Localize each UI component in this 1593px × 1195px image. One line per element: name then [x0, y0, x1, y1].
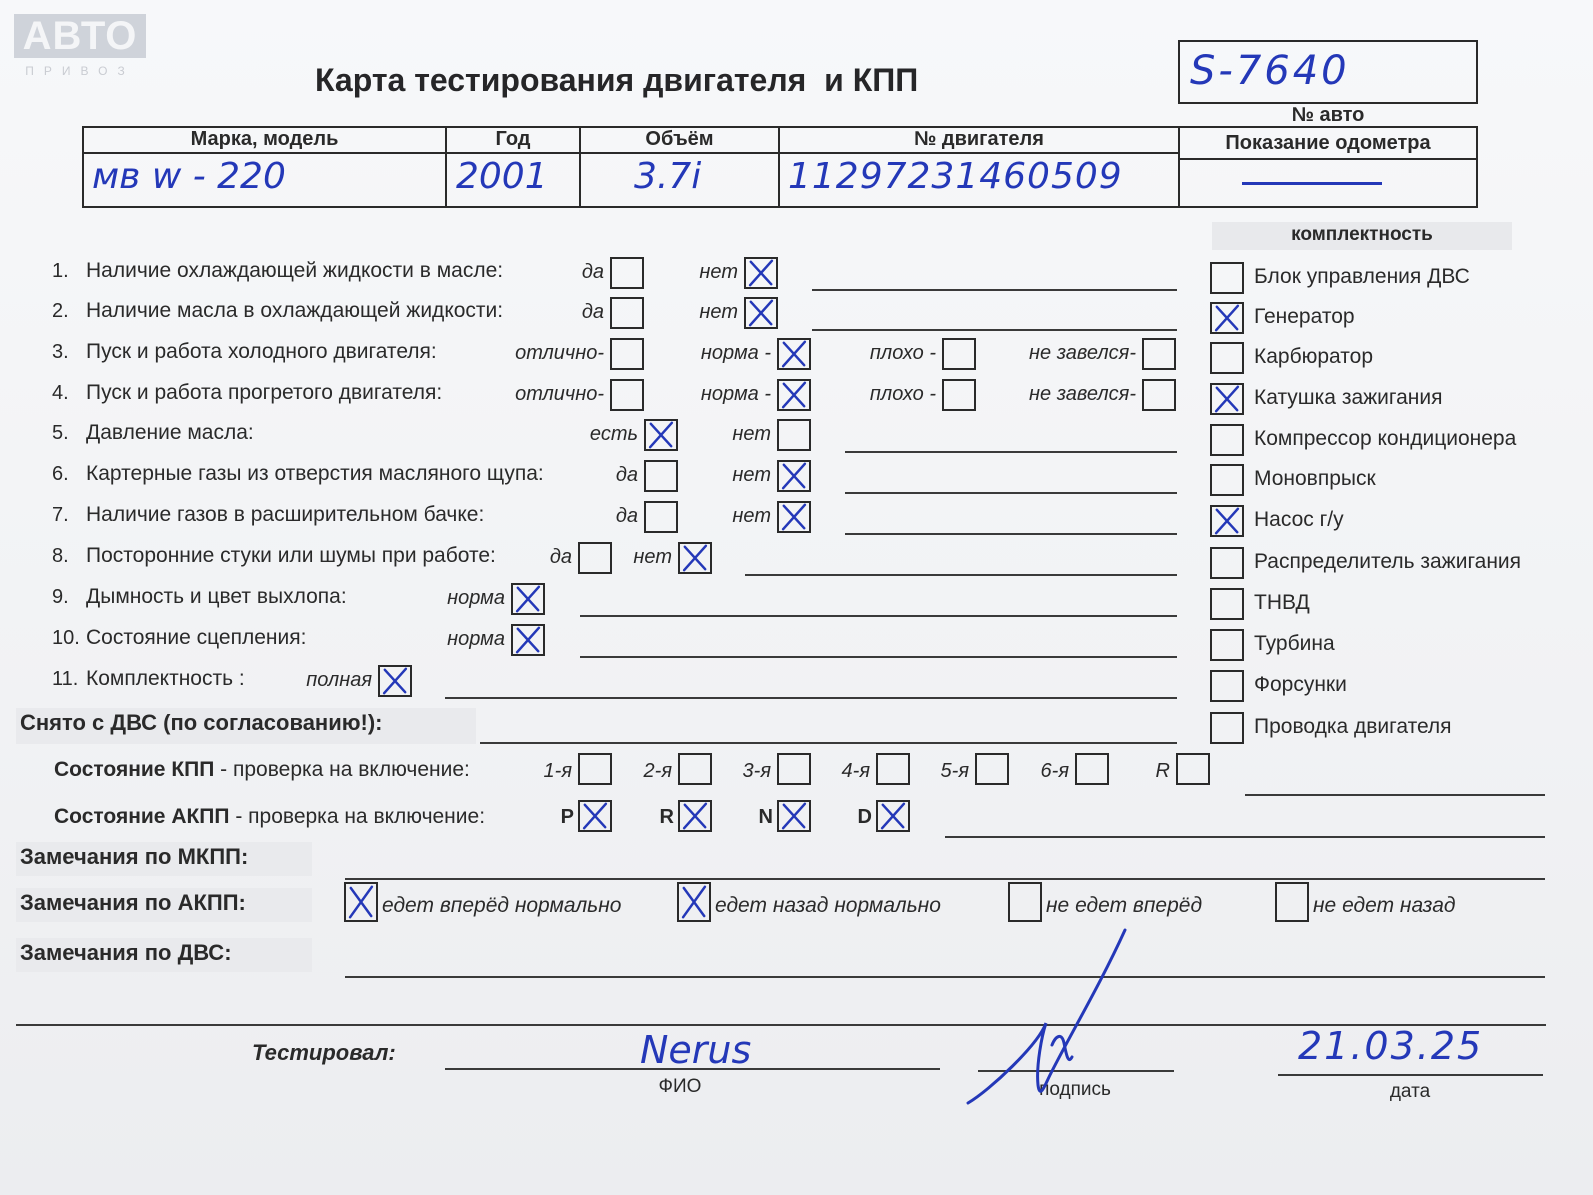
kpp-gear-checkbox[interactable]	[1075, 753, 1109, 785]
completeness-checkbox[interactable]	[1210, 547, 1244, 579]
item-label: Картерные газы из отверстия масляного щупа:	[86, 462, 544, 485]
item-label: Пуск и работа прогретого двигателя:	[86, 381, 443, 404]
option-label: полная	[306, 669, 372, 691]
engine-no-value: 11297231460509	[788, 156, 1123, 197]
akpp-remark-label: едет вперёд нормально	[382, 894, 622, 917]
volume-value: 3.7i	[634, 156, 702, 197]
akpp-remark-label: не едет назад	[1313, 894, 1456, 917]
option-label: не завелся-	[1029, 342, 1136, 364]
option-checkbox[interactable]	[777, 419, 811, 451]
akpp-remark-label: едет назад нормально	[715, 894, 941, 917]
brand-label: Марка, модель	[190, 128, 339, 150]
completeness-item-label: Насос г/у	[1254, 508, 1344, 531]
remarks-dvs-label: Замечания по ДВС:	[20, 940, 232, 965]
volume-label: Объём	[645, 128, 714, 150]
check-mark-icon	[511, 624, 545, 656]
date-line	[1278, 1074, 1543, 1076]
sign-caption: подпись	[1039, 1079, 1111, 1100]
option-label: нет	[699, 261, 738, 283]
remarks-mkpp-label: Замечания по МКПП:	[20, 844, 249, 869]
notes-line	[812, 289, 1177, 291]
item-label: Пуск и работа холодного двигателя:	[86, 340, 437, 363]
item-number: 8.	[52, 545, 69, 567]
option-label: отлично-	[515, 383, 604, 405]
completeness-checkbox[interactable]	[1210, 302, 1244, 334]
option-checkbox[interactable]	[942, 379, 976, 411]
item-number: 4.	[52, 382, 69, 404]
kpp-label: Состояние КПП - проверка на включение:	[54, 758, 470, 781]
item-label: Дымность и цвет выхлопа:	[86, 585, 347, 608]
kpp-gear-checkbox[interactable]	[578, 753, 612, 785]
completeness-item-label: Катушка зажигания	[1254, 386, 1443, 409]
completeness-item-label: Генератор	[1254, 305, 1355, 328]
option-checkbox[interactable]	[511, 624, 545, 656]
removed-line	[480, 742, 1177, 744]
completeness-item-label: ТНВД	[1254, 591, 1310, 614]
check-mark-icon	[678, 542, 712, 574]
odometer-label: Показание одометра	[1225, 132, 1431, 154]
auto-no-box	[1178, 40, 1478, 104]
option-label: есть	[589, 423, 638, 445]
option-label: да	[615, 464, 638, 486]
signature-drawing	[960, 925, 1140, 1110]
option-checkbox[interactable]	[777, 501, 811, 533]
notes-line	[845, 451, 1177, 453]
notes-line	[580, 656, 1177, 658]
option-checkbox[interactable]	[744, 297, 778, 329]
notes-line	[845, 492, 1177, 494]
option-checkbox[interactable]	[744, 257, 778, 289]
check-mark-icon	[578, 800, 612, 832]
kpp-gear-checkbox[interactable]	[678, 753, 712, 785]
check-mark-icon	[1210, 383, 1244, 415]
option-label: нет	[732, 505, 771, 527]
option-checkbox[interactable]	[942, 338, 976, 370]
date-caption: дата	[1389, 1081, 1431, 1102]
item-number: 3.	[52, 341, 69, 363]
item-number: 2.	[52, 300, 69, 322]
akpp-remark-label: не едет вперёд	[1046, 894, 1203, 917]
notes-line	[745, 574, 1177, 576]
check-mark-icon	[777, 460, 811, 492]
check-mark-icon	[1210, 302, 1244, 334]
completeness-checkbox[interactable]	[1210, 464, 1244, 496]
check-mark-icon	[1210, 505, 1244, 537]
option-label: нет	[699, 301, 738, 323]
year-value: 2001	[456, 156, 548, 197]
akpp-line	[945, 836, 1545, 838]
completeness-item-label: Форсунки	[1254, 673, 1347, 696]
completeness-checkbox[interactable]	[1210, 670, 1244, 702]
item-label: Наличие масла в охлаждающей жидкости:	[86, 299, 504, 322]
auto-no-label: № авто	[1291, 104, 1365, 126]
check-mark-icon	[744, 297, 778, 329]
header-table	[82, 126, 1478, 208]
item-number: 11.	[52, 668, 79, 690]
completeness-item-label: Компрессор кондиционера	[1254, 427, 1517, 450]
completeness-item-label: Проводка двигателя	[1254, 715, 1452, 738]
check-mark-icon	[678, 800, 712, 832]
remarks-akpp-label: Замечания по АКПП:	[20, 890, 246, 915]
check-mark-icon	[344, 882, 378, 922]
akpp-remark-checkbox[interactable]	[344, 882, 378, 922]
kpp-gear-checkbox[interactable]	[1176, 753, 1210, 785]
option-label: да	[581, 261, 604, 283]
option-checkbox[interactable]	[1142, 338, 1176, 370]
tester-name: Nerus	[640, 1028, 752, 1072]
check-mark-icon	[511, 583, 545, 615]
check-mark-icon	[677, 882, 711, 922]
completeness-checkbox[interactable]	[1210, 588, 1244, 620]
item-label: Состояние сцепления:	[86, 626, 307, 649]
item-label: Наличие газов в расширительном бачке:	[86, 503, 485, 526]
check-mark-icon	[378, 665, 412, 697]
date-value: 21.03.25	[1298, 1024, 1484, 1068]
akpp-mode-checkbox[interactable]	[777, 800, 811, 832]
remarks-mkpp-line	[345, 878, 1545, 880]
option-label: да	[581, 301, 604, 323]
item-number: 9.	[52, 586, 69, 608]
kpp-gear-checkbox[interactable]	[777, 753, 811, 785]
item-label: Давление масла:	[86, 421, 254, 444]
akpp-mode-label: P	[560, 806, 574, 828]
kpp-gear-checkbox[interactable]	[975, 753, 1009, 785]
name-caption: ФИО	[658, 1076, 702, 1097]
check-mark-icon	[876, 800, 910, 832]
kpp-gear-label: 1-я	[543, 760, 572, 782]
akpp-mode-checkbox[interactable]	[876, 800, 910, 832]
notes-line	[580, 615, 1177, 617]
option-label: не завелся-	[1029, 383, 1136, 405]
item-label: Наличие охлаждающей жидкости в масле:	[86, 259, 504, 282]
completeness-item-label: Карбюратор	[1254, 345, 1374, 368]
check-mark-icon	[744, 257, 778, 289]
item-number: 1.	[52, 260, 69, 282]
completeness-item-label: Блок управления ДВС	[1254, 265, 1470, 288]
completeness-item-label: Моновпрыск	[1254, 467, 1376, 490]
option-checkbox[interactable]	[777, 460, 811, 492]
name-line	[445, 1068, 940, 1070]
remarks-dvs-line	[345, 976, 1545, 978]
option-label: плохо -	[869, 342, 936, 364]
year-label: Год	[495, 128, 531, 150]
kpp-gear-label: 5-я	[940, 760, 969, 782]
odometer-value-dash	[1242, 182, 1382, 185]
kpp-line	[1245, 794, 1545, 796]
option-label: норма	[447, 628, 505, 650]
completeness-checkbox[interactable]	[1210, 505, 1244, 537]
tested-label: Тестировал:	[252, 1040, 396, 1065]
check-mark-icon	[777, 800, 811, 832]
item-label: Комплектность :	[86, 667, 245, 690]
item-number: 10.	[52, 627, 80, 649]
completeness-checkbox[interactable]	[1210, 712, 1244, 744]
option-label: норма -	[700, 342, 771, 364]
option-checkbox[interactable]	[1142, 379, 1176, 411]
kpp-gear-label: 6-я	[1040, 760, 1069, 782]
kpp-gear-checkbox[interactable]	[876, 753, 910, 785]
completeness-title: комплектность	[1291, 224, 1433, 245]
notes-line	[845, 533, 1177, 535]
akpp-remark-checkbox[interactable]	[1275, 882, 1309, 922]
logo-sub: ПРИВОЗ	[25, 64, 135, 78]
brand-value: мв w - 220	[92, 156, 286, 197]
kpp-gear-label: 4-я	[841, 760, 870, 782]
option-label: плохо -	[869, 383, 936, 405]
option-checkbox[interactable]	[511, 583, 545, 615]
completeness-checkbox[interactable]	[1210, 262, 1244, 294]
engine-no-label: № двигателя	[914, 128, 1044, 150]
removed-label: Снято с ДВС (по согласованию!):	[20, 710, 383, 735]
check-mark-icon	[777, 501, 811, 533]
option-label: норма -	[700, 383, 771, 405]
auto-no-value: S-7640	[1190, 48, 1350, 94]
item-label: Посторонние стуки или шумы при работе:	[86, 544, 496, 567]
akpp-remark-checkbox[interactable]	[1008, 882, 1042, 922]
option-label: да	[549, 546, 572, 568]
item-number: 5.	[52, 422, 69, 444]
option-label: нет	[633, 546, 672, 568]
akpp-mode-checkbox[interactable]	[578, 800, 612, 832]
completeness-checkbox[interactable]	[1210, 342, 1244, 374]
akpp-mode-label: R	[659, 806, 674, 828]
akpp-mode-label: N	[758, 806, 773, 828]
completeness-checkbox[interactable]	[1210, 629, 1244, 661]
notes-line	[445, 697, 1177, 699]
kpp-gear-label: R	[1155, 760, 1170, 782]
akpp-mode-label: D	[857, 806, 872, 828]
completeness-item-label: Распределитель зажигания	[1254, 550, 1522, 573]
option-checkbox[interactable]	[678, 542, 712, 574]
completeness-item-label: Турбина	[1254, 632, 1335, 655]
completeness-checkbox[interactable]	[1210, 383, 1244, 415]
kpp-gear-label: 3-я	[742, 760, 771, 782]
notes-line	[812, 329, 1177, 331]
akpp-label: Состояние АКПП - проверка на включение:	[54, 805, 486, 828]
completeness-checkbox[interactable]	[1210, 424, 1244, 456]
option-label: да	[615, 505, 638, 527]
option-label: норма	[447, 587, 505, 609]
option-label: отлично-	[515, 342, 604, 364]
akpp-remark-checkbox[interactable]	[677, 882, 711, 922]
option-label: нет	[732, 423, 771, 445]
page-title: Карта тестирования двигателя и КПП	[315, 62, 919, 98]
watermark-logo	[14, 14, 148, 80]
option-checkbox[interactable]	[378, 665, 412, 697]
item-number: 7.	[52, 504, 69, 526]
option-label: нет	[732, 464, 771, 486]
kpp-gear-label: 2-я	[643, 760, 672, 782]
logo-main: АВТО	[14, 14, 146, 58]
item-number: 6.	[52, 463, 69, 485]
akpp-mode-checkbox[interactable]	[678, 800, 712, 832]
